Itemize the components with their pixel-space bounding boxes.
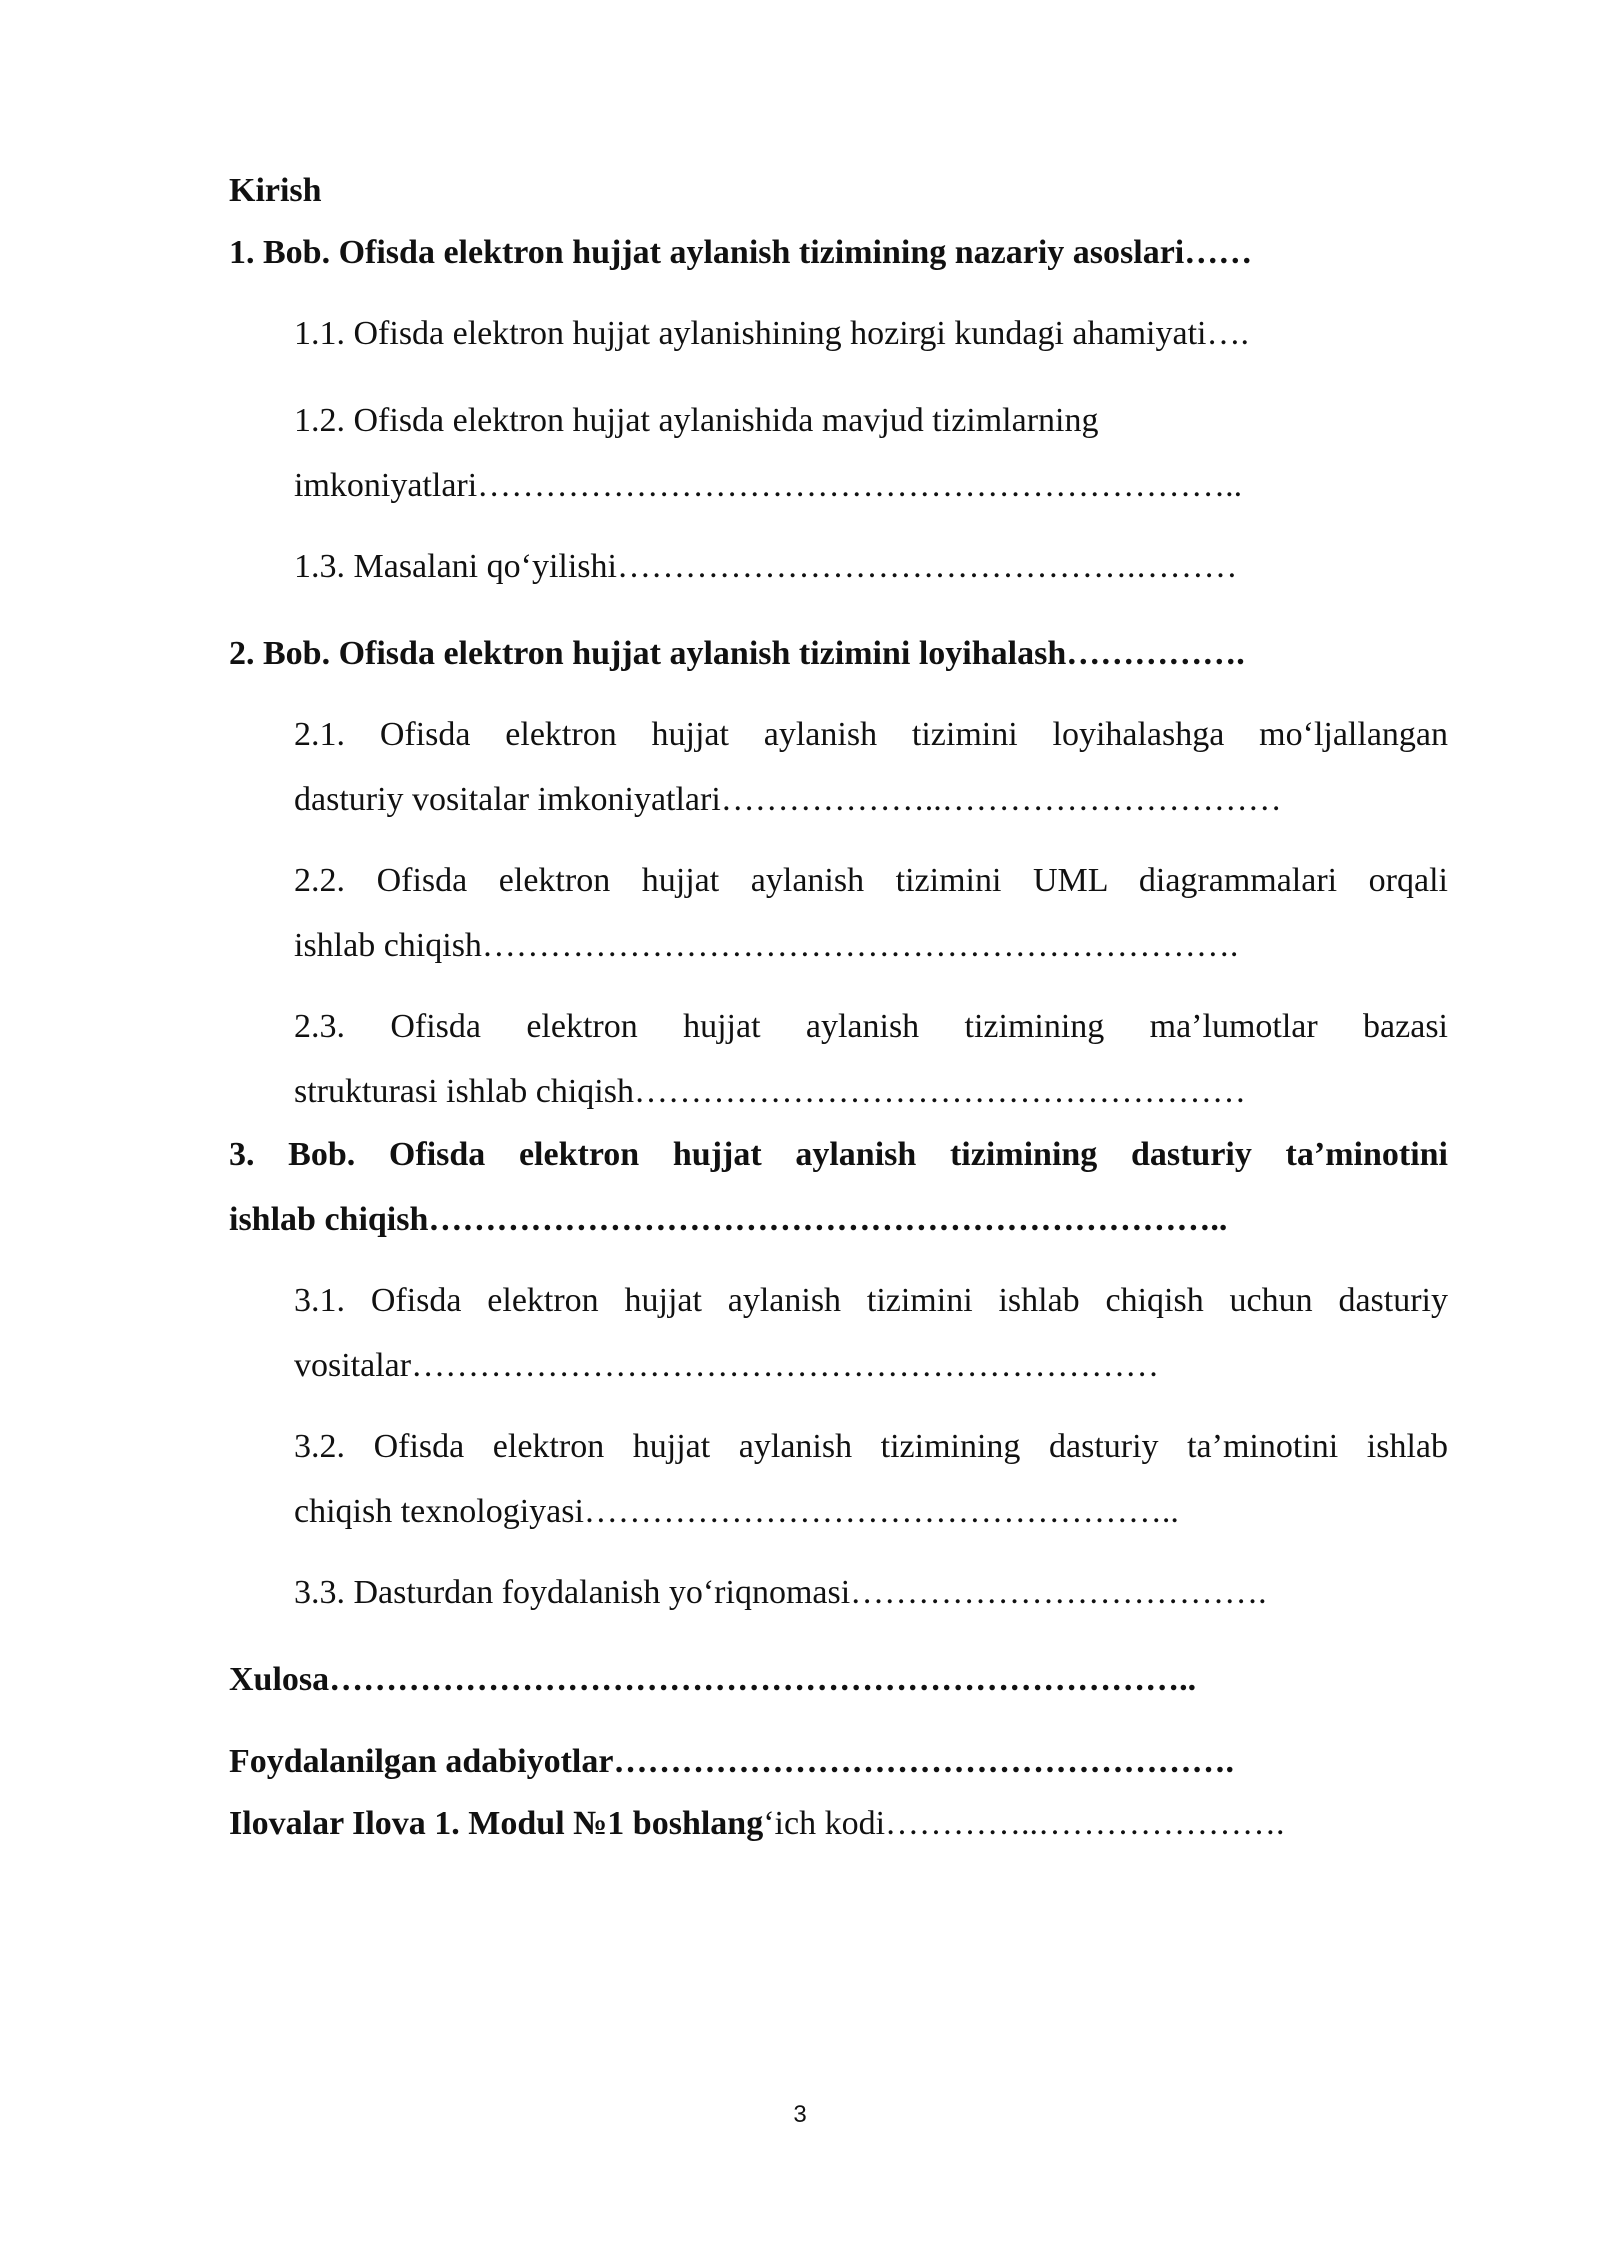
toc-section-3-2-line1: 3.2. Ofisda elektron hujjat aylanish tizimining dasturiy ta’minotini ishlab (294, 1428, 1448, 1465)
toc-appendix (229, 1804, 1285, 1844)
toc-section-2-3-line2: strukturasi ishlab chiqish……………………………………………… (294, 1073, 1246, 1110)
toc-appendix-bold-part: Ilovalar Ilova 1. Modul №1 boshlang (229, 1805, 764, 1842)
toc-section-3-1-line1: 3.1. Ofisda elektron hujjat aylanish tizimini ishlab chiqish uchun dasturiy (294, 1282, 1448, 1319)
toc-conclusion: Xulosa………………………………………………………………….. (229, 1661, 1197, 1698)
toc-section-2-2-line2: ishlab chiqish…………………………………………………………. (294, 927, 1239, 964)
page-number: 3 (793, 2101, 807, 2128)
toc-appendix-regular-part: ‘ich kodi…………..…………………. (763, 1805, 1285, 1842)
toc-section-1-3: 1.3. Masalani qo‘yilishi……………………………………….……… (294, 548, 1238, 585)
toc-section-3-2-line2: chiqish texnologiyasi…………………………………………….. (294, 1493, 1179, 1530)
toc-section-1-2-line1: 1.2. Ofisda elektron hujjat aylanishida mavjud tizimlarning (294, 402, 1099, 439)
toc-chapter-3-title-line1: 3. Bob. Ofisda elektron hujjat aylanish tizimining dasturiy ta’minotini (229, 1136, 1448, 1173)
toc-section-1-2-line2: imkoniyatlari………………………………………………………….. (294, 467, 1243, 504)
toc-section-2-3-line1: 2.3. Ofisda elektron hujjat aylanish tizimining ma’lumotlar bazasi (294, 1008, 1448, 1045)
toc-section-1-1: 1.1. Ofisda elektron hujjat aylanishining hozirgi kundagi ahamiyati…. (294, 315, 1249, 352)
toc-section-3-3: 3.3. Dasturdan foydalanish yo‘riqnomasi………………………………. (294, 1574, 1267, 1611)
toc-section-3-1-line2: vositalar………………………………………………………… (294, 1347, 1160, 1384)
toc-section-2-1-line1: 2.1. Ofisda elektron hujjat aylanish tizimini loyihalashga mo‘ljallangan (294, 716, 1448, 753)
toc-intro: Kirish (229, 172, 322, 209)
toc-chapter-1-title: 1. Bob. Ofisda elektron hujjat aylanish tizimining nazariy asoslari…… (229, 234, 1253, 271)
toc-section-2-2-line1: 2.2. Ofisda elektron hujjat aylanish tizimini UML diagrammalari orqali (294, 862, 1448, 899)
toc-chapter-3-title-line2: ishlab chiqish…………………………………………………………….. (229, 1201, 1228, 1238)
toc-section-2-1-line2: dasturiy vositalar imkoniyatlari………………..………………………… (294, 781, 1282, 818)
toc-chapter-2-title: 2. Bob. Ofisda elektron hujjat aylanish tizimini loyihalash……………. (229, 635, 1245, 672)
toc-references: Foydalanilgan adabiyotlar………………………………………………. (229, 1743, 1234, 1780)
